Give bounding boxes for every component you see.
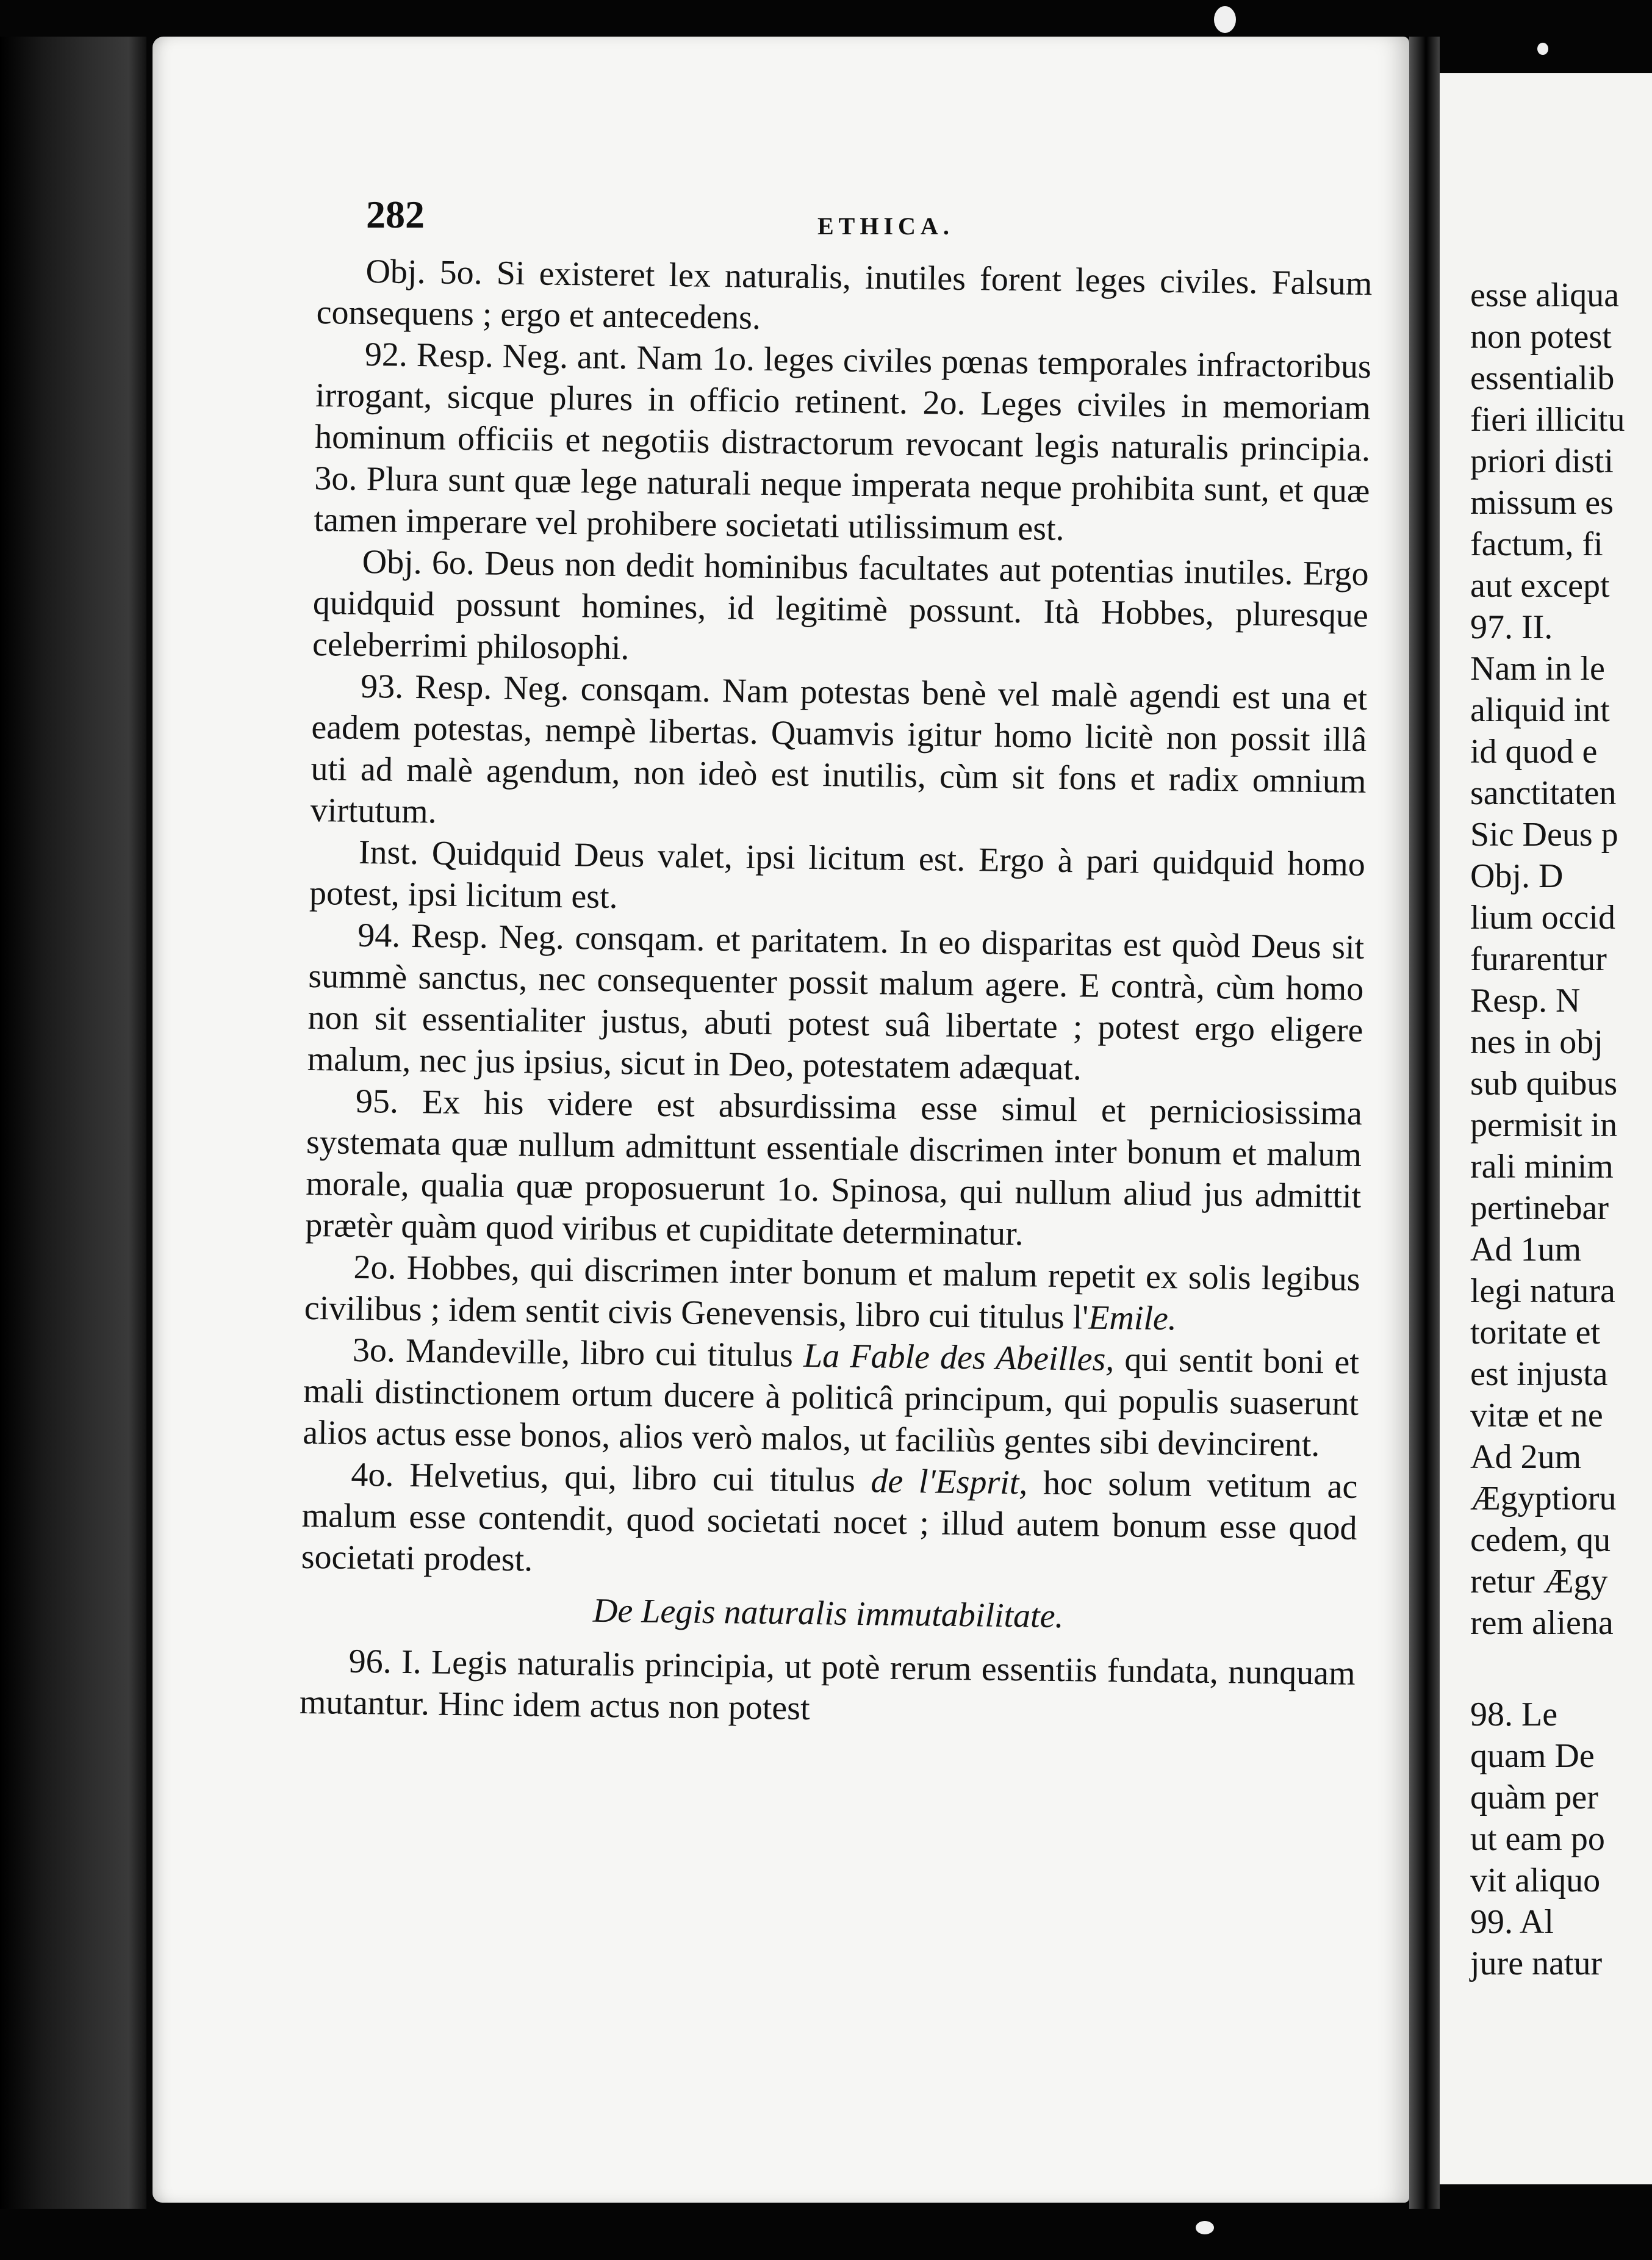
book-title: Emile. bbox=[1088, 1298, 1177, 1338]
right-page bbox=[1440, 73, 1652, 2184]
right-line: Nam in le bbox=[1470, 650, 1605, 688]
book-title: de l'Esprit, bbox=[871, 1462, 1028, 1502]
right-page-gap bbox=[1470, 1644, 1652, 1694]
paragraph: 95. Ex his videre est absurdissima esse simul et perniciosissima systemata quæ nullum admittunt essentiale discrimen inter bonum et malum morale, qualia quæ proposuerunt 1o. Spinosa, qui nullum aliud jus admittit prætèr quàm quod viribus et cupiditate determinatur. bbox=[305, 1082, 1363, 1253]
paragraph: 3o. Mandeville, libro cui titulus La Fable des Abeilles, qui sentit boni et mali distinctionem ortum ducere à politicâ principum, qui populis suaserunt alios actus esse bonos, alios verò malos, ut faciliùs gentes sibi devincirent. bbox=[302, 1331, 1360, 1464]
running-title: ETHICA. bbox=[817, 212, 954, 240]
right-line: essentialib bbox=[1470, 359, 1615, 397]
right-line: priori disti bbox=[1470, 442, 1614, 480]
book-gutter bbox=[1409, 37, 1440, 2209]
right-line: lium occid bbox=[1470, 899, 1615, 937]
right-line: sanctitaten bbox=[1470, 774, 1617, 812]
right-line: aliquid int bbox=[1470, 691, 1610, 729]
right-page-text bbox=[1470, 275, 1652, 1984]
right-line: jure natur bbox=[1470, 1945, 1603, 1982]
right-line: quàm per bbox=[1470, 1779, 1598, 1816]
right-line: aut except bbox=[1470, 567, 1610, 605]
right-line: permisit in bbox=[1470, 1106, 1618, 1144]
right-line: est injusta bbox=[1470, 1355, 1608, 1393]
right-line: esse aliqua bbox=[1470, 276, 1620, 314]
section-heading: De Legis naturalis immutabilitate. bbox=[592, 1591, 1064, 1636]
paragraph: Obj. 6o. Deus non dedit hominibus facultates aut potentias inutiles. Ergo quidquid possunt homines, id legitimè possunt. Ità Hobbes, pluresque celeberrimi philosophi. bbox=[312, 542, 1370, 668]
paragraph: 94. Resp. Neg. consqam. et paritatem. In eo disparitas est quòd Deus sit summè sanctus, nec consequenter possit malum agere. E contrà, cùm homo non sit essentialiter justus, abuti potest suâ libertate ; potest ergo eligere malum, nec jus ipsius, sicut in Deo, potestatem adæquat. bbox=[307, 916, 1365, 1088]
page-number: 282 bbox=[366, 193, 425, 236]
right-line: rem aliena bbox=[1470, 1604, 1614, 1642]
right-line: ut eam po bbox=[1470, 1820, 1605, 1858]
right-line: Ad 2um bbox=[1470, 1438, 1581, 1476]
right-line: Ægyptioru bbox=[1470, 1480, 1617, 1517]
paragraph: Inst. Quidquid Deus valet, ipsi licitum est. Ergo à pari quidquid homo potest, ipsi licitum est. bbox=[309, 833, 1366, 916]
right-line: 99. Al bbox=[1470, 1903, 1554, 1941]
right-line: missum es bbox=[1470, 484, 1614, 522]
right-line: Obj. D bbox=[1470, 857, 1564, 895]
right-line: furarentur bbox=[1470, 940, 1607, 978]
right-line: 97. II. bbox=[1470, 608, 1553, 646]
right-line: Sic Deus p bbox=[1470, 816, 1618, 854]
book-title: La Fable des Abeilles, bbox=[803, 1336, 1115, 1379]
print-speck bbox=[1214, 6, 1236, 33]
right-line: factum, fi bbox=[1470, 525, 1603, 563]
right-line: sub quibus bbox=[1470, 1065, 1618, 1103]
print-speck bbox=[1196, 2221, 1214, 2234]
right-line: 98. Le bbox=[1470, 1696, 1558, 1733]
main-text bbox=[300, 250, 1373, 1736]
paragraph: 2o. Hobbes, qui discrimen inter bonum et malum repetit ex solis legibus civilibus ; idem sentit civis Genevensis, libro cui titulus l'Emile. bbox=[304, 1248, 1360, 1338]
right-line: non potest bbox=[1470, 318, 1612, 356]
right-line: retur Ægy bbox=[1470, 1563, 1608, 1600]
right-line: id quod e bbox=[1470, 733, 1598, 771]
right-line: vitæ et ne bbox=[1470, 1397, 1603, 1434]
paragraph: 93. Resp. Neg. consqam. Nam potestas benè vel malè agendi est una et eadem potestas, nempè libertas. Quamvis igitur homo licitè non possit illâ uti ad malè agendum, non ideò est inutilis, cùm sit fons et radix omnium virtutum. bbox=[310, 667, 1368, 831]
paragraph: 92. Resp. Neg. ant. Nam 1o. leges civiles pœnas temporales infractoribus irrogant, sicque plures in officio retinent. 2o. Leges civiles in memoriam hominum officiis et negotiis distractorum revocant legis naturalis principia. 3o. Plura sunt quæ lege naturali neque imperata neque prohibita sunt, et quæ tamen imperare vel prohibere societati utilissimum est. bbox=[314, 335, 1372, 548]
book-spine-edge bbox=[0, 37, 146, 2209]
paragraph: 4o. Helvetius, qui, libro cui titulus de l'Esprit, hoc solum vetitum ac malum esse contendit, quod societati nocet ; illud autem bonum esse quod societati prodest. bbox=[301, 1455, 1358, 1579]
right-line: cedem, qu bbox=[1470, 1521, 1611, 1559]
print-speck bbox=[1537, 43, 1548, 55]
right-line: vit aliquo bbox=[1470, 1862, 1601, 1899]
right-line: Ad 1um bbox=[1470, 1231, 1581, 1269]
paragraph: Obj. 5o. Si existeret lex naturalis, inutiles forent leges civiles. Falsum consequens ; ergo et antecedens. bbox=[316, 252, 1373, 337]
right-line: rali minim bbox=[1470, 1148, 1614, 1186]
right-line: toritate et bbox=[1470, 1314, 1601, 1351]
right-line: Resp. N bbox=[1470, 982, 1581, 1020]
right-line: pertinebar bbox=[1470, 1189, 1609, 1227]
right-line: fieri illicitu bbox=[1470, 401, 1625, 439]
running-head bbox=[366, 192, 1342, 247]
right-line: nes in obj bbox=[1470, 1023, 1603, 1061]
right-line: legi natura bbox=[1470, 1272, 1615, 1310]
right-line: quam De bbox=[1470, 1737, 1595, 1775]
final-paragraph: 96. I. Legis naturalis principia, ut potè rerum essentiis fundata, nunquam mutantur. Hinc idem actus non potest bbox=[299, 1642, 1356, 1728]
